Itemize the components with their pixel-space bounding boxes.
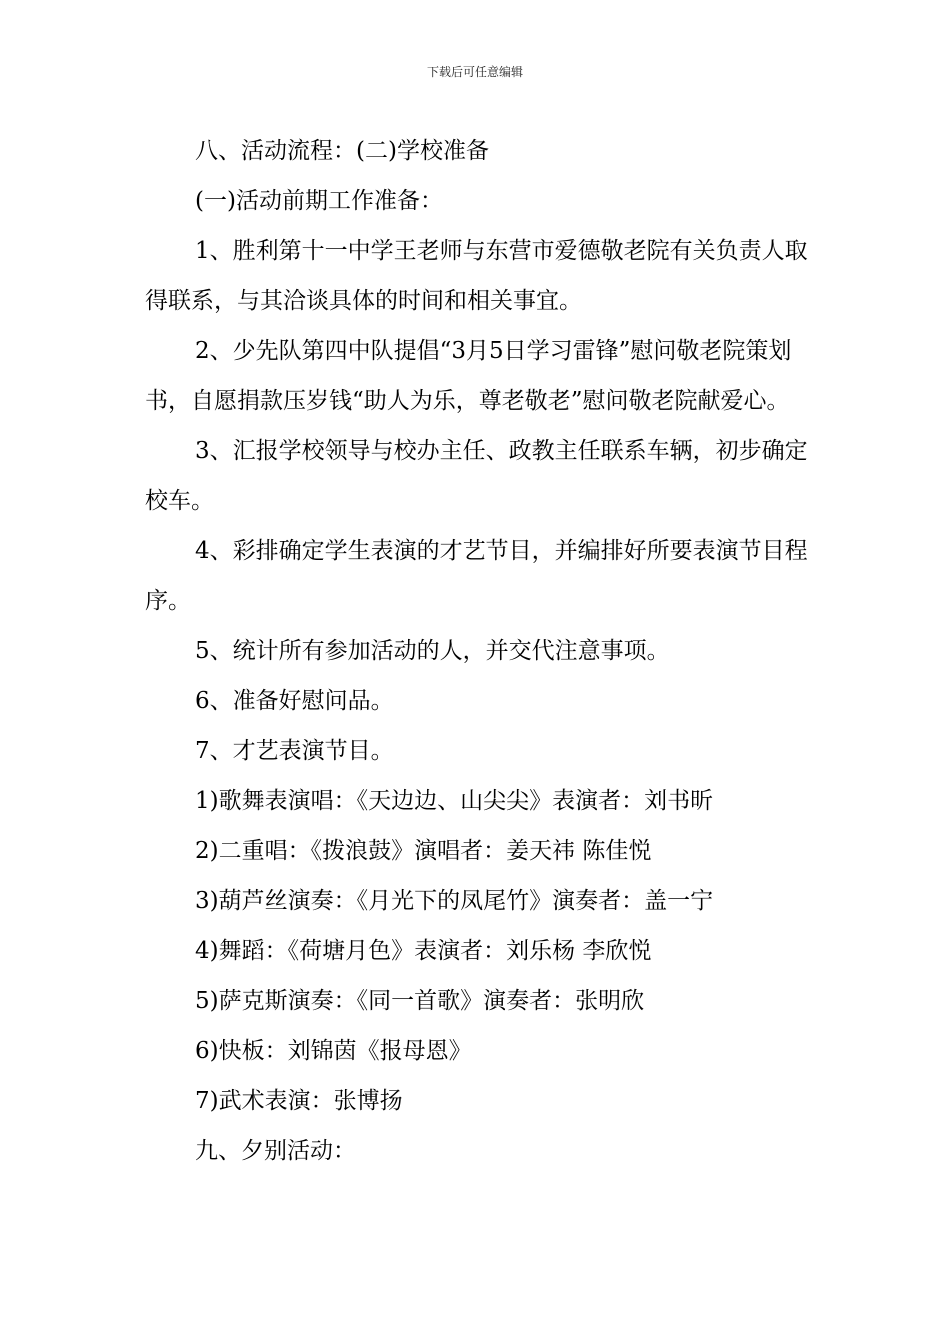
program-item: 2)二重唱：《拨浪鼓》演唱者：姜天祎 陈佳悦 [195, 838, 652, 864]
program-item: 7)武术表演：张博扬 [195, 1088, 403, 1114]
paragraph: 4、彩排确定学生表演的才艺节目，并编排好所要表演节目程序。 [145, 538, 808, 614]
document-body [145, 126, 810, 1176]
paragraph: 5、统计所有参加活动的人，并交代注意事项。 [195, 638, 670, 664]
section-heading: 九、夕别活动： [195, 1138, 356, 1164]
program-item: 6)快板：刘锦茵《报母恩》 [195, 1038, 472, 1064]
program-item: 5)萨克斯演奏：《同一首歌》演奏者：张明欣 [195, 988, 645, 1014]
program-item: 1)歌舞表演唱：《天边边、山尖尖》表演者：刘书昕 [195, 788, 714, 814]
page-header: 下载后可任意编辑 [426, 65, 523, 79]
section-heading: 八、活动流程：(二)学校准备 [195, 138, 489, 164]
subsection-heading: (一)活动前期工作准备： [195, 188, 443, 214]
program-item: 3)葫芦丝演奏：《月光下的凤尾竹》演奏者：盖一宁 [195, 888, 714, 914]
paragraph: 7、才艺表演节目。 [195, 738, 394, 764]
paragraph: 1、胜利第十一中学王老师与东营市爱德敬老院有关负责人取得联系，与其洽谈具体的时间和相关事宜。 [145, 238, 808, 314]
program-item: 4)舞蹈：《荷塘月色》表演者：刘乐杨 李欣悦 [195, 938, 652, 964]
paragraph: 2、少先队第四中队提倡“3月5日学习雷锋”慰问敬老院策划书，自愿捐款压岁钱“助人为乐，尊老敬老”慰问敬老院献爱心。 [145, 338, 792, 414]
paragraph: 6、准备好慰问品。 [195, 688, 394, 714]
paragraph: 3、汇报学校领导与校办主任、政教主任联系车辆，初步确定校车。 [145, 438, 808, 514]
